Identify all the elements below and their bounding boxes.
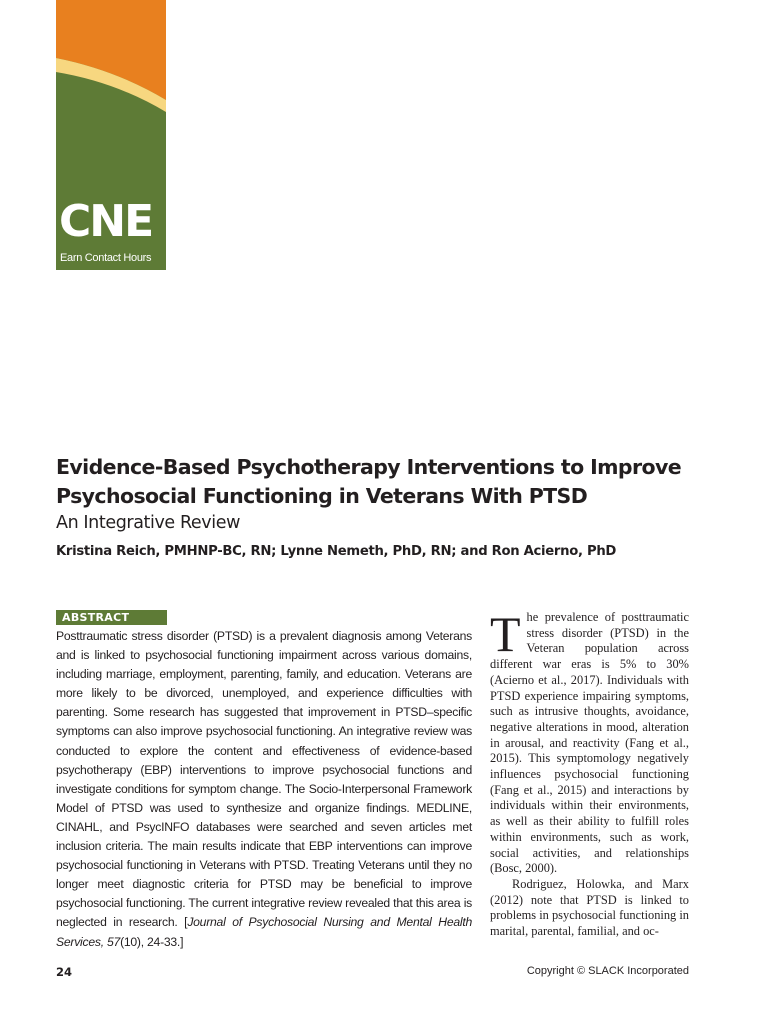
abstract-label: ABSTRACT: [56, 610, 167, 625]
article-subtitle: An Integrative Review: [56, 513, 240, 533]
abstract-citation-journal: Journal of Psychosocial Nursing and Mental Health Services, 57: [56, 915, 472, 949]
cne-badge: [56, 0, 166, 270]
drop-cap: T: [490, 606, 521, 662]
abstract-text: [56, 627, 472, 952]
body-paragraph-2: Rodriguez, Holowka, and Marx (2012) note that PTSD is linked to problems in psychosocial functioning in marital, parental, familial, and oc-: [490, 876, 689, 939]
page-number: 24: [56, 965, 73, 979]
abstract-body-text: Posttraumatic stress disorder (PTSD) is a prevalent diagnosis among Veterans and is linked to psychosocial functioning impairment across various domains, including marriage, employment, parenting, family, and education. Veterans are more likely to be divorced, unemployed, and experience difficulties with parenting. Some research has suggested that improvement in PTSD–specific symptoms can also improve psychosocial functioning. An integrative review was conducted to explore the content and effectiveness of evidence-based psychotherapy (EBP) interventions to improve psychosocial functions and investigate conditions for symptom change. The Socio-Interpersonal Framework Model of PTSD was used to synthesize and organize findings. MEDLINE, CINAHL, and PsycINFO databases were searched and seven articles met inclusion criteria. The main results indicate that EBP interventions can improve psychosocial functioning in Veterans with PTSD. Treating Veterans until they no longer meet diagnostic criteria for PTSD may be beneficial to improve psychosocial functioning. The current integrative review revealed that this area is neglected in research. [: [56, 629, 472, 930]
cne-badge-title: CNE: [59, 196, 153, 247]
cne-badge-subtitle: Earn Contact Hours: [60, 252, 152, 264]
abstract-citation-rest: (10), 24-33.]: [120, 934, 184, 949]
body-column: [490, 606, 689, 940]
article-title: Evidence-Based Psychotherapy Interventions to Improve Psychosocial Functioning in Veterans With PTSD: [56, 455, 682, 508]
body-paragraph-1-text: he prevalence of posttraumatic stress disorder (PTSD) in the Veteran population across different war eras is 5% to 30% (Acierno et al., 2017). Individuals with PTSD experience impairing symptoms, such as intrusive thoughts, avoidance, negative alterations in mood, alteration in arousal, and reactivity (Fang et al., 2015). This symptomology negatively influences psychosocial functioning (Fang et al., 2015) and interactions by individuals within their environments, as well as their ability to fulfill roles within environments, such as work, social activities, and relationships (Bosc, 2000).: [490, 610, 689, 876]
copyright-notice: Copyright © SLACK Incorporated: [526, 965, 689, 977]
article-authors: Kristina Reich, PMHNP-BC, RN; Lynne Nemeth, PhD, RN; and Ron Acierno, PhD: [56, 544, 617, 559]
body-paragraph-1: [490, 606, 689, 877]
